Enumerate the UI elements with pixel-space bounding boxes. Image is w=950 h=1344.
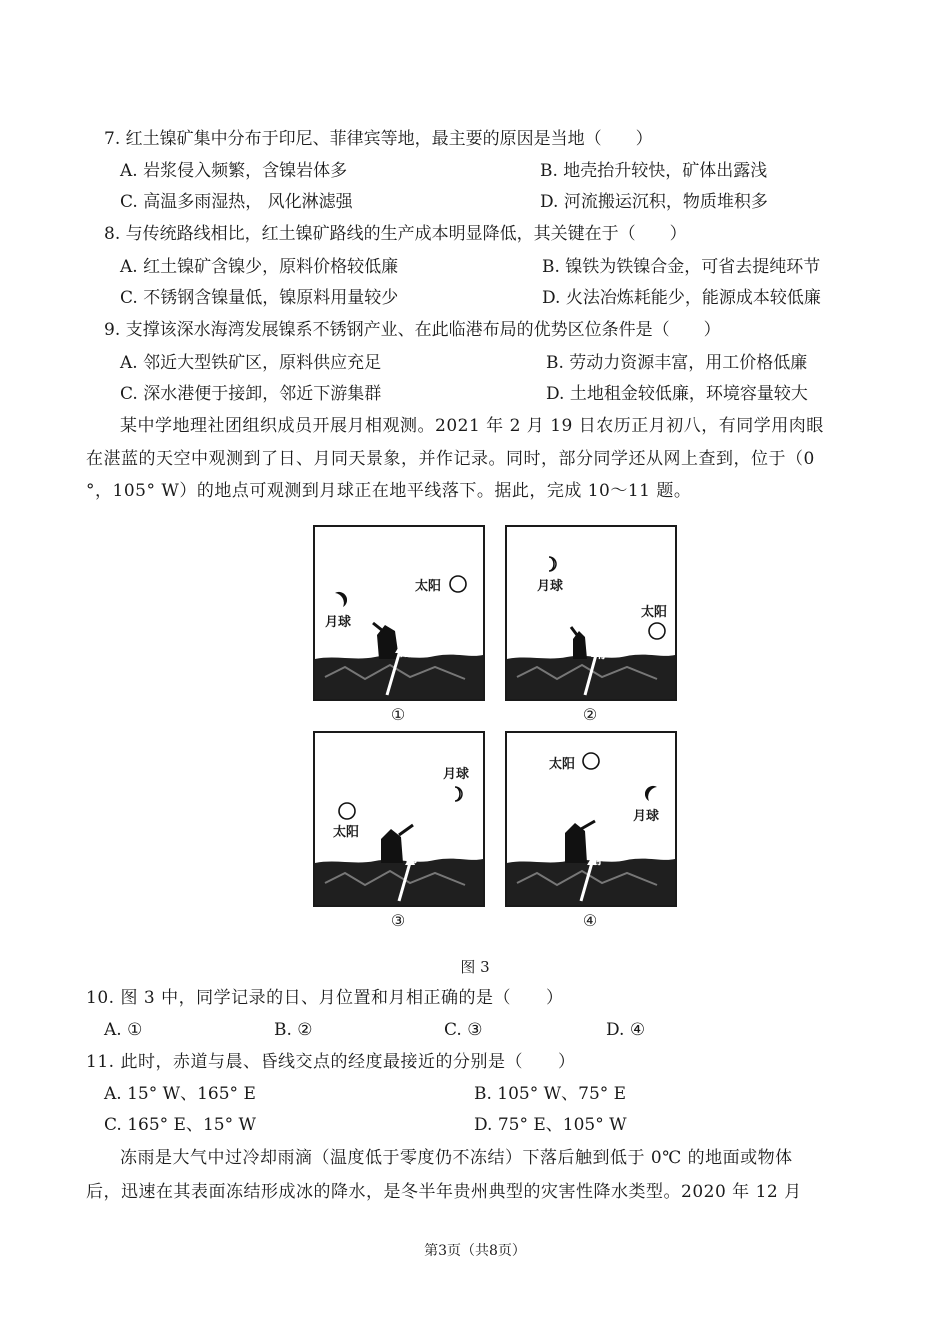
- q7-stem: 7. 红土镍矿集中分布于印尼、菲律宾等地，最主要的原因是当地（ ）: [104, 129, 653, 149]
- q8-option-c: C. 不锈钢含镍量低，镍原料用量较少: [120, 288, 399, 308]
- moon-icon: [645, 785, 661, 803]
- q11-stem: 11. 此时，赤道与晨、昏线交点的经度最接近的分别是（ ）: [86, 1052, 576, 1072]
- sun-label: 太阳: [415, 579, 442, 594]
- q11-option-d: D. 75° E、105° W: [474, 1115, 627, 1135]
- q8-option-a: A. 红土镍矿含镍少，原料价格较低廉: [120, 257, 399, 277]
- intro1-line3: °，105° W）的地点可观测到月球正在地平线落下。据此，完成 10～11 题。: [86, 481, 692, 501]
- q10-option-b: B. ②: [274, 1020, 313, 1040]
- moon-icon: [543, 555, 559, 573]
- q10-option-c: C. ③: [444, 1020, 483, 1040]
- moon-label: 月球: [633, 809, 660, 824]
- sun-icon: [581, 751, 601, 771]
- intro1-line2: 在湛蓝的天空中观测到了日、月同天景象，并作记录。同时，部分同学还从网上查到，位于（0: [86, 449, 815, 469]
- intro1-line1: 某中学地理社团组织成员开展月相观测。2021 年 2 月 19 日农历正月初八，有同学用肉眼: [120, 416, 824, 436]
- q11-option-a: A. 15° W、165° E: [104, 1084, 256, 1104]
- sun-icon: [337, 801, 357, 821]
- q9-stem: 9. 支撑该深水海湾发展镍系不锈钢产业、在此临港布局的优势区位条件是（ ）: [104, 320, 721, 340]
- q10-option-d: D. ④: [606, 1020, 646, 1040]
- q10-stem: 10. 图 3 中，同学记录的日、月位置和月相正确的是（ ）: [86, 988, 564, 1008]
- sun-icon: [448, 574, 468, 594]
- sun-label: 太阳: [641, 605, 668, 620]
- q9-option-a: A. 邻近大型铁矿区，原料供应充足: [120, 353, 382, 373]
- figure-caption: 图 3: [460, 958, 490, 976]
- moon-icon: [331, 591, 347, 609]
- sun-label: 太阳: [549, 757, 576, 772]
- q8-stem: 8. 与传统路线相比，红土镍矿路线的生产成本明显降低，其关键在于（ ）: [104, 224, 687, 244]
- moon-label: 月球: [537, 579, 564, 594]
- q8-option-d: D. 火法冶炼耗能少，能源成本较低廉: [542, 288, 821, 308]
- south-label: 南: [593, 647, 607, 662]
- sun-label: 太阳: [333, 825, 360, 840]
- q11-option-c: C. 165° E、15° W: [104, 1115, 256, 1135]
- moon-label: 月球: [443, 767, 470, 782]
- panel-3: [313, 731, 485, 907]
- q7-option-a: A. 岩浆侵入频繁，含镍岩体多: [120, 161, 348, 181]
- south-label: 南: [399, 645, 413, 660]
- panel-4: [505, 731, 677, 907]
- moon-label: 月球: [325, 615, 352, 630]
- panel-1-number: ①: [390, 705, 406, 724]
- panel-2: [505, 525, 677, 701]
- panel-1: [313, 525, 485, 701]
- q11-option-b: B. 105° W、75° E: [474, 1084, 627, 1104]
- q7-option-c: C. 高温多雨湿热， 风化淋滤强: [120, 192, 353, 212]
- figure-3: [313, 525, 683, 945]
- q9-option-b: B. 劳动力资源丰富，用工价格低廉: [546, 353, 808, 373]
- south-label: 南: [589, 853, 603, 868]
- q7-option-d: D. 河流搬运沉积，物质堆积多: [540, 192, 768, 212]
- panel-3-number: ③: [390, 911, 406, 930]
- moon-icon: [449, 785, 465, 803]
- q10-option-a: A. ①: [104, 1020, 143, 1040]
- q7-option-b: B. 地壳抬升较快，矿体出露浅: [540, 161, 768, 181]
- q9-option-c: C. 深水港便于接卸，邻近下游集群: [120, 384, 382, 404]
- page-footer: 第3页（共8页）: [424, 1243, 526, 1259]
- panel-4-number: ④: [582, 911, 598, 930]
- sun-icon: [647, 621, 667, 641]
- intro2-line1: 冻雨是大气中过冷却雨滴（温度低于零度仍不冻结）下落后触到低于 0℃ 的地面或物体: [120, 1148, 793, 1168]
- q9-option-d: D. 土地租金较低廉，环境容量较大: [546, 384, 808, 404]
- intro2-line2: 后，迅速在其表面冻结形成冰的降水，是冬半年贵州典型的灾害性降水类型。2020 年 12 月: [86, 1182, 802, 1202]
- panel-2-number: ②: [582, 705, 598, 724]
- q8-option-b: B. 镍铁为铁镍合金，可省去提纯环节: [542, 257, 821, 277]
- south-label: 南: [405, 851, 419, 866]
